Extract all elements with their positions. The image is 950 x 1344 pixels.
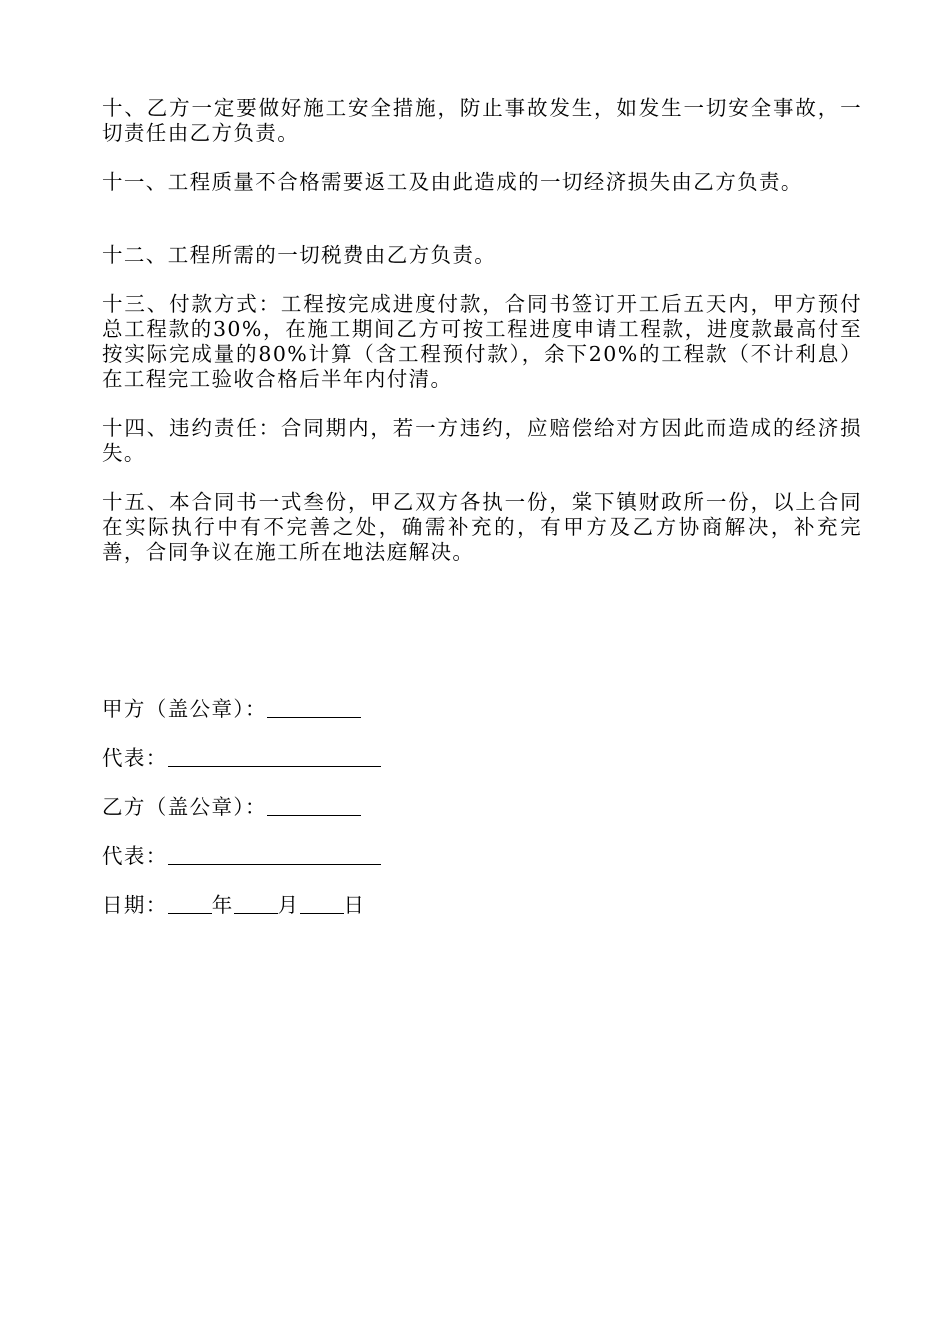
month-blank [234,893,278,914]
party-a-blank [267,697,361,718]
clause-14: 十四、违约责任：合同期内，若一方违约，应赔偿给对方因此而造成的经济损失。 [102,416,862,465]
party-a-representative-line [102,746,502,771]
clause-12: 十二、工程所需的一切税费由乙方负责。 [102,243,497,267]
day-blank [300,893,344,914]
signature-block [102,697,502,942]
party-b-signature-line [102,795,502,820]
year-blank [168,893,212,914]
party-b-blank [267,795,361,816]
contract-clauses [102,96,862,589]
year-label: 年 [211,893,234,917]
party-b-representative-line [102,844,502,869]
clause-13: 十三、付款方式：工程按完成进度付款，合同书签订开工后五天内，甲方预付总工程款的30%，在施工期间乙方可按工程进度申请工程款，进度款最高付至按实际完成量的80%计算（含工程预付款），余下20%的工程款（不计利息）在工程完工验收合格后半年内付清。 [102,292,862,391]
day-label: 日 [343,893,366,917]
party-a-representative-blank [168,746,381,767]
party-b-representative-label: 代表： [102,844,168,868]
party-b-label: 乙方（盖公章）： [102,795,267,819]
party-a-signature-line [102,697,502,722]
clause-10: 十、乙方一定要做好施工安全措施，防止事故发生，如发生一切安全事故，一切责任由乙方负责。 [102,96,862,145]
month-label: 月 [277,893,300,917]
party-a-label: 甲方（盖公章）： [102,697,267,721]
party-a-representative-label: 代表： [102,746,168,770]
date-line [102,893,502,918]
party-b-representative-blank [168,844,381,865]
clause-11: 十一、工程质量不合格需要返工及由此造成的一切经济损失由乙方负责。 [102,170,803,194]
date-label: 日期： [102,893,168,917]
clause-15: 十五、本合同书一式叁份，甲乙双方各执一份，棠下镇财政所一份，以上合同在实际执行中有不完善之处，确需补充的，有甲方及乙方协商解决，补充完善，合同争议在施工所在地法庭解决。 [102,490,862,564]
